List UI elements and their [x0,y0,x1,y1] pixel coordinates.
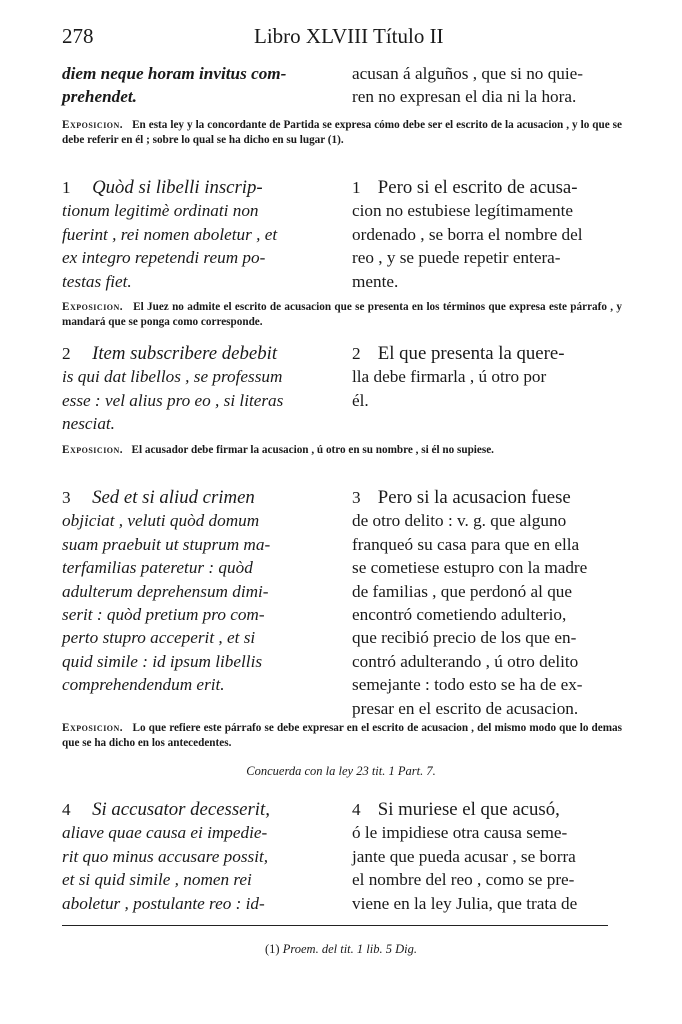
section-number: 4 [62,800,71,819]
section-2-spanish: 2 El que presenta la quere- lla debe firmarla , ú otro por él. [352,343,565,410]
exposicion-1 [62,118,622,148]
exposicion-text: El Juez no admite el escrito de acusacion que se presenta en los términos que expresa este párrafo , y mandará que se ponga como corresponde. [62,301,623,329]
intro-latin: diem neque horam invitus com- prehendet. [62,64,287,107]
footnote [0,942,682,957]
section-number: 1 [352,178,361,197]
exposicion-3 [62,443,622,458]
intro-spanish: acusan á alguños , que si no quie- ren no expresan el dia ni la hora. [352,64,584,107]
section-3-latin: 3 Sed et si aliud crimen objiciat , veluti quòd domum suam praebuit ut stuprum ma- terfamilias pateretur : quòd adulterum deprehensum dimi- serit : quòd pretium pro com- perto stupro acceperit , et si quid simile : id ipsum libellis comprehendendum erit. [62,487,271,695]
exposicion-label: Exposicion. [62,722,124,734]
exposicion-text: El acusador debe firmar la acusacion , ú otro en su nombre , si él no supiese. [131,444,494,456]
footnote-text: Proem. del tit. 1 lib. 5 Dig. [282,942,417,956]
footnote-mark: (1) [265,942,280,956]
section-number: 4 [352,800,361,819]
page-number: 278 [62,24,94,48]
section-number: 2 [62,344,71,363]
exposicion-label: Exposicion. [62,301,124,313]
section-3-spanish: 3 Pero si la acusacion fuese de otro delito : v. g. que alguno franqueó su casa para que en ella se cometiese estupro con la madre de familias , que perdonó al que encontró cometiendo adulterio, que recibió precio de los que en- contró adulterando , ú otro delito semejante : todo esto se ha de ex- presar en el escrito de acusacion. [352,487,588,718]
exposicion-text: En esta ley y la concordante de Partida se expresa cómo debe ser el escrito de la acusacion , y lo que se debe referir en él ; sobre lo qual se ha dicho en su lugar (1). [62,119,623,147]
running-title: Libro XLVIII Título II [254,24,444,48]
section-4-latin: 4 Si accusator decesserit, aliave quae causa ei impedie- rit quo minus accusare possit, et si quid simile , nomen rei aboletur , postulante reo : id- [62,799,270,913]
section-number: 1 [62,178,71,197]
exposicion-label: Exposicion. [62,119,124,131]
exposicion-2 [62,300,622,330]
section-number: 3 [62,488,71,507]
section-number: 2 [352,344,361,363]
section-1-spanish: 1 Pero si el escrito de acusa- cion no estubiese legítimamente ordenado , se borra el nombre del reo , y se puede repetir entera- mente. [352,177,583,291]
footnote-rule [62,925,608,926]
section-2-latin: 2 Item subscribere debebit is qui dat libellos , se professum esse : vel alius pro eo , si literas nesciat. [62,343,284,434]
running-header [62,24,622,54]
section-1-latin: 1 Quòd si libelli inscrip- tionum legitimè ordinati non fuerint , rei nomen aboletur , et ex integro repetendi reum po- testas fiet. [62,177,278,291]
section-4-spanish: 4 Si muriese el que acusó, ó le impidiese otra causa seme- jante que pueda acusar , se borra el nombre del reo , como se pre- viene en la ley Julia, que trata de [352,799,578,913]
exposicion-label: Exposicion. [62,444,124,456]
section-number: 3 [352,488,361,507]
concordance-note: Concuerda con la ley 23 tit. 1 Part. 7. [246,764,436,778]
exposicion-4 [62,721,622,751]
exposicion-text: Lo que refiere este párrafo se debe expresar en el escrito de acusacion , del mismo modo que lo demas que se ha dicho en los antecedentes. [62,722,622,750]
